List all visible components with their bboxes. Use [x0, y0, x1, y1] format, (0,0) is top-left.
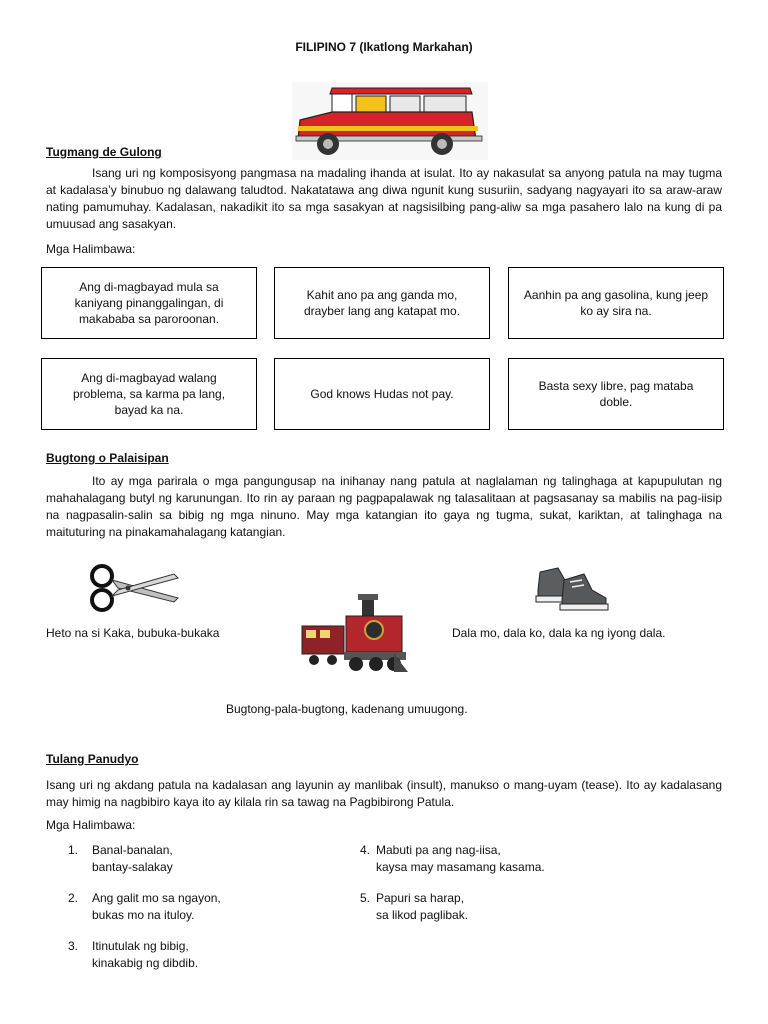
- list-line-2: bukas mo na ituloy.: [92, 908, 195, 922]
- list-item-3: [68, 938, 328, 974]
- example-box-1: Ang di-magbayad mula sa kaniyang pinanggalingan, di makababa sa paroroonan.: [41, 267, 257, 339]
- section-heading-tulang-panudyo: Tulang Panudyo: [46, 752, 139, 766]
- list-line-2: kaysa may masamang kasama.: [376, 860, 545, 874]
- page-title: FILIPINO 7 (Ikatlong Markahan): [295, 40, 473, 54]
- section-paragraph-bugtong: [46, 473, 722, 541]
- train-image: [298, 592, 410, 682]
- list-line-1: Ang galit mo sa ngayon,: [92, 891, 221, 905]
- list-line-2: sa likod paglibak.: [376, 908, 469, 922]
- paragraph-text: Ito ay mga parirala o mga pangungusap na inihanay nang patula at naglalaman ng talinghaga at kapupulutan ng mahahalagang butyl ng karunungan. Ito rin ay paraan ng pagpapalawak ng talasalitaan at pagsasanay sa mabilis na pag-iisip na nagpasalin-salin sa bibig ng mga ninuno. May mga katangian ito gaya ng tugma, sukat, kariktan, at talinghaga na maituturing na pinakamahalagang katangian.: [46, 474, 722, 539]
- riddle-train: Bugtong-pala-bugtong, kadenang umuugong.: [226, 702, 468, 716]
- list-line-1: Papuri sa harap,: [376, 891, 465, 905]
- scissors-image: [86, 562, 182, 614]
- list-item-2: [68, 890, 328, 926]
- example-box-5: God knows Hudas not pay.: [274, 358, 490, 430]
- list-line-2: kinakabig ng dibdib.: [92, 956, 199, 970]
- list-line-1: Banal-banalan,: [92, 843, 173, 857]
- paragraph-text: Isang uri ng komposisyong pangmasa na madaling ihanda at isulat. Ito ay nakasulat sa anyong patula na may tugma at kadalasa’y binubuo ng dalawang taludtod. Nakatatawa ang diwa ngunit kung susuriin, sadyang nagyayari ito sa araw-araw nating pamumuhay. Kadalasan, nakadikit ito sa mga sasakyan at nagsisilbing pang-aliw sa mga pasahero lalo na kung di pa umuusad ang sasakyan.: [46, 166, 722, 231]
- list-item-4: [360, 842, 660, 878]
- list-number: 3.: [68, 939, 79, 953]
- list-line-1: Itinutulak ng bibig,: [92, 939, 189, 953]
- section-paragraph-tulang-panudyo: Isang uri ng akdang patula na kadalasan ang layunin ay manlibak (insult), manukso o mang-uyam (tease). Ito ay kadalasang may himig na nagbibiro kaya ito ay kilala rin sa tawag na Pagbibirong Patula.: [46, 778, 722, 809]
- list-line-1: Mabuti pa ang nag-iisa,: [376, 843, 501, 857]
- list-number: 4.: [360, 843, 371, 857]
- riddle-scissors: Heto na si Kaka, bubuka-bukaka: [46, 626, 220, 640]
- example-box-2: Kahit ano pa ang ganda mo, drayber lang ang katapat mo.: [274, 267, 490, 339]
- list-number: 5.: [360, 891, 371, 905]
- riddle-shoes: Dala mo, dala ko, dala ka ng iyong dala.: [452, 626, 666, 640]
- section-heading-tugmang-de-gulong: Tugmang de Gulong: [46, 145, 162, 159]
- example-box-6: Basta sexy libre, pag mataba doble.: [508, 358, 724, 430]
- jeepney-image: [292, 82, 488, 160]
- example-box-3: Aanhin pa ang gasolina, kung jeep ko ay sira na.: [508, 267, 724, 339]
- examples-label: Mga Halimbawa:: [46, 242, 136, 256]
- list-line-2: bantay-salakay: [92, 860, 173, 874]
- list-number: 2.: [68, 891, 79, 905]
- list-item-5: [360, 890, 660, 926]
- list-number: 1.: [68, 843, 79, 857]
- sneakers-image: [532, 560, 612, 612]
- examples-label-panudyo: Mga Halimbawa:: [46, 818, 136, 832]
- section-heading-bugtong: Bugtong o Palaisipan: [46, 451, 169, 465]
- example-box-4: Ang di-magbayad walang problema, sa karma pa lang, bayad ka na.: [41, 358, 257, 430]
- section-paragraph-tugmang-de-gulong: [46, 165, 722, 233]
- list-item-1: [68, 842, 328, 878]
